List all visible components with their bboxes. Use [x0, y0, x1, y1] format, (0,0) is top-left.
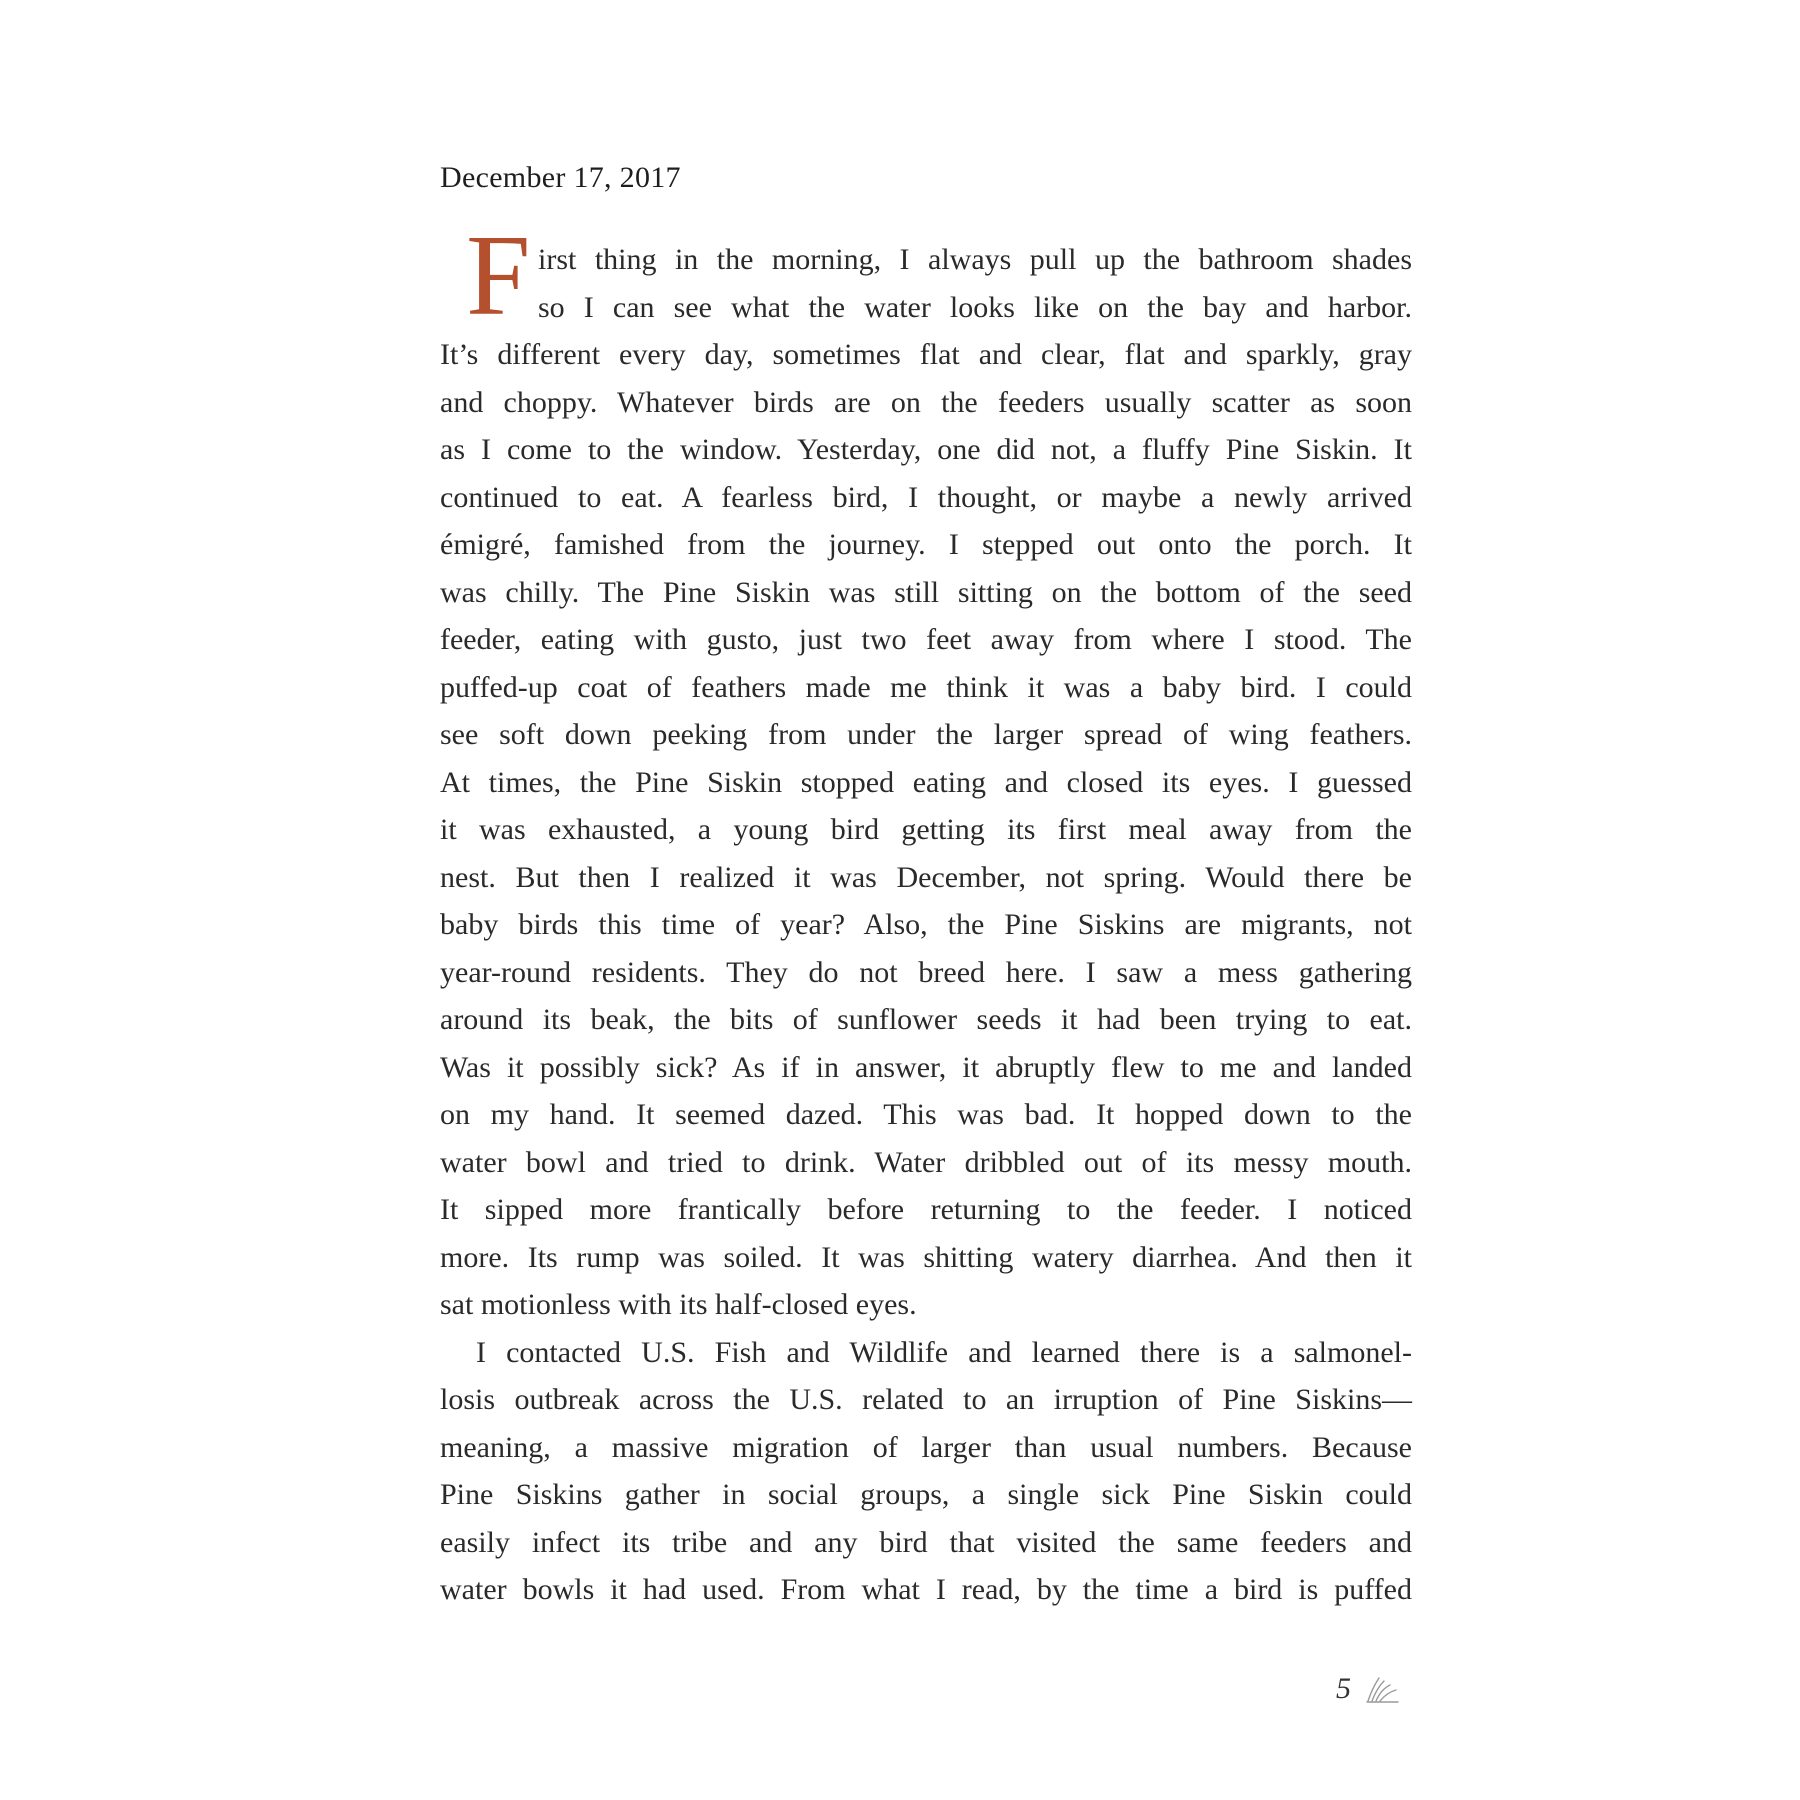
feather-ornament-icon [1365, 1674, 1399, 1704]
text-line: was chilly. The Pine Siskin was still sitting on the bottom of the seed [440, 575, 1412, 609]
text-line: I contacted U.S. Fish and Wildlife and learned there is a salmonel- [476, 1335, 1412, 1369]
text-line: Pine Siskins gather in social groups, a single sick Pine Siskin could [440, 1478, 1412, 1511]
text-line: puffed-up coat of feathers made me think it was a baby bird. I could [440, 670, 1412, 704]
text-line: around its beak, the bits of sunflower seeds it had been trying to eat. [440, 1003, 1412, 1036]
text-line: It sipped more frantically before returning to the feeder. I noticed [440, 1193, 1412, 1226]
text-line: meaning, a massive migration of larger than usual numbers. Because [440, 1430, 1412, 1464]
entry-date: December 17, 2017 [440, 161, 681, 194]
drop-cap: F [466, 212, 531, 340]
page-number: 5 [1336, 1672, 1351, 1705]
text-line: It’s different every day, sometimes flat and clear, flat and sparkly, gray [440, 338, 1412, 371]
text-line: nest. But then I realized it was December, not spring. Would there be [440, 860, 1412, 894]
text-line: At times, the Pine Siskin stopped eating and closed its eyes. I guessed [440, 765, 1412, 799]
text-line: easily infect its tribe and any bird that visited the same feeders and [440, 1525, 1412, 1559]
text-line: on my hand. It seemed dazed. This was bad. It hopped down to the [440, 1098, 1412, 1131]
text-line: émigré, famished from the journey. I stepped out onto the porch. It [440, 528, 1412, 561]
text-line: Was it possibly sick? As if in answer, it abruptly flew to me and landed [440, 1050, 1412, 1084]
text-line: year-round residents. They do not breed here. I saw a mess gathering [440, 955, 1412, 989]
text-line: so I can see what the water looks like on the bay and harbor. [538, 290, 1412, 324]
text-line: water bowls it had used. From what I read, by the time a bird is puffed [440, 1573, 1412, 1606]
text-line: more. Its rump was soiled. It was shitting watery diarrhea. And then it [440, 1240, 1412, 1274]
text-line: continued to eat. A fearless bird, I thought, or maybe a newly arrived [440, 480, 1412, 514]
text-line: see soft down peeking from under the larger spread of wing feathers. [440, 718, 1412, 751]
page-footer [1336, 1672, 1399, 1706]
text-line: water bowl and tried to drink. Water dribbled out of its messy mouth. [440, 1145, 1412, 1179]
text-line: feeder, eating with gusto, just two feet away from where I stood. The [440, 623, 1412, 656]
body-text [440, 236, 1412, 1614]
text-line: it was exhausted, a young bird getting its first meal away from the [440, 813, 1412, 846]
text-line: losis outbreak across the U.S. related to an irruption of Pine Siskins— [440, 1383, 1412, 1416]
text-line: and choppy. Whatever birds are on the feeders usually scatter as soon [440, 385, 1412, 419]
text-line: irst thing in the morning, I always pull up the bathroom shades [538, 243, 1412, 276]
text-line: baby birds this time of year? Also, the Pine Siskins are migrants, not [440, 908, 1412, 941]
text-line: as I come to the window. Yesterday, one did not, a fluffy Pine Siskin. It [440, 433, 1412, 466]
text-line: sat motionless with its half-closed eyes. [440, 1288, 917, 1321]
